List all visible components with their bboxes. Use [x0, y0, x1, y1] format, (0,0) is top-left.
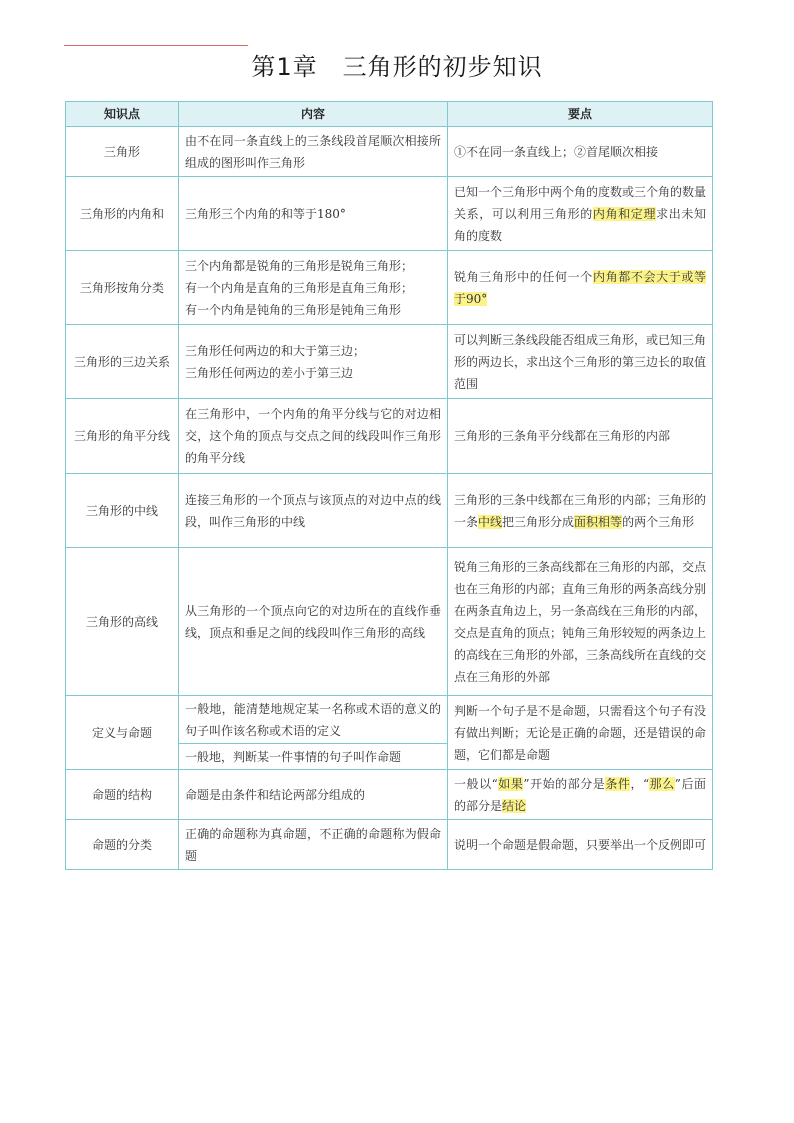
topic-cell: 命题的结构 [66, 770, 179, 820]
highlighted-text: 条件 [605, 776, 631, 791]
topic-cell: 三角形按角分类 [66, 251, 179, 325]
topic-cell: 三角形的角平分线 [66, 399, 179, 474]
topic-cell: 三角形的中线 [66, 474, 179, 548]
highlighted-text: 面积相等 [574, 514, 623, 529]
points-text: ”开始的部分是 [523, 776, 606, 791]
table-row [66, 251, 713, 325]
highlighted-text: 内角都不会大于或等于90° [454, 269, 706, 306]
points-cell: 可以判断三条线段能否组成三角形，或已知三角形的两边长，求出这个三角形的第三边长的取值范围 [448, 325, 713, 399]
points-text: ，“ [630, 776, 650, 791]
content-cell [179, 325, 448, 399]
points-text: ”后面的部分是 [454, 776, 706, 813]
table-row [66, 770, 713, 820]
table-row [66, 696, 713, 744]
points-text: 锐角三角形中的任何一个 [454, 269, 593, 284]
content-cell: 从三角形的一个顶点向它的对边所在的直线作垂线，顶点和垂足之间的线段叫作三角形的高线 [179, 548, 448, 696]
highlighted-text: 结论 [502, 798, 527, 813]
points-text: 三角形的三条中线都在三角形的内部；三角形的一条 [454, 492, 707, 529]
points-text: 求出未知角的度数 [454, 206, 706, 243]
points-cell: 说明一个命题是假命题，只要举出一个反例即可 [448, 820, 713, 870]
points-cell [448, 474, 713, 548]
topic-cell: 命题的分类 [66, 820, 179, 870]
points-text: 一般以“ [454, 776, 498, 791]
table-row [66, 820, 713, 870]
points-cell: 锐角三角形的三条高线都在三角形的内部，交点也在三角形的内部；直角三角形的两条高线分别在两条直角边上，另一条高线在三角形的内部，交点是直角的顶点；钝角三角形较短的两条边上的高线在三角形的外部，三条高线所在直线的交点在三角形的外部 [448, 548, 713, 696]
points-cell [448, 177, 713, 251]
points-cell: 三角形的三条角平分线都在三角形的内部 [448, 399, 713, 474]
topic-cell: 三角形的高线 [66, 548, 179, 696]
points-cell: 判断一个句子是不是命题，只需看这个句子有没有做出判断；无论是正确的命题，还是错误的命题，它们都是命题 [448, 696, 713, 770]
header-rule [64, 45, 248, 46]
table-row [66, 399, 713, 474]
topic-cell: 三角形的三边关系 [66, 325, 179, 399]
content-cell: 在三角形中，一个内角的角平分线与它的对边相交，这个角的顶点与交点之间的线段叫作三角形的角平分线 [179, 399, 448, 474]
content-cell: 命题是由条件和结论两部分组成的 [179, 770, 448, 820]
header-points: 要点 [448, 102, 713, 127]
topic-cell: 三角形 [66, 127, 179, 177]
highlighted-text: 内角和定理 [592, 206, 657, 221]
table-row [66, 474, 713, 548]
points-text: 把三角形分成 [502, 514, 575, 529]
header-topic: 知识点 [66, 102, 179, 127]
chapter-title: 第1章 三角形的初步知识 [251, 53, 543, 81]
table-header-row [66, 102, 713, 127]
points-cell: ①不在同一条直线上；②首尾顺次相接 [448, 127, 713, 177]
content-cell: 由不在同一条直线上的三条线段首尾顺次相接所组成的图形叫作三角形 [179, 127, 448, 177]
content-cell: 连接三角形的一个顶点与该顶点的对边中点的线段，叫作三角形的中线 [179, 474, 448, 548]
content-line: 三个内角都是锐角的三角形是锐角三角形； [185, 258, 414, 273]
content-line: 有一个内角是直角的三角形是直角三角形； [185, 280, 414, 295]
points-text: 已知一个三角形中两个角的度数或三个角的数量关系，可以利用三角形的 [454, 184, 707, 221]
table-row [66, 127, 713, 177]
points-cell [448, 770, 713, 820]
content-line: 三角形任何两边的差小于第三边 [185, 365, 354, 380]
content-cell [179, 251, 448, 325]
points-text: 的两个三角形 [622, 514, 695, 529]
header-content: 内容 [179, 102, 448, 127]
content-cell: 三角形三个内角的和等于180° [179, 177, 448, 251]
content-cell: 一般地，判断某一件事情的句子叫作命题 [179, 744, 448, 770]
content-cell: 正确的命题称为真命题，不正确的命题称为假命题 [179, 820, 448, 870]
table-row [66, 548, 713, 696]
table-row [66, 325, 713, 399]
highlighted-text: 如果 [497, 776, 524, 791]
points-cell [448, 251, 713, 325]
table-row [66, 177, 713, 251]
topic-cell: 定义与命题 [66, 696, 179, 770]
content-line: 三角形任何两边的和大于第三边； [185, 343, 366, 358]
content-line: 有一个内角是钝角的三角形是钝角三角形 [185, 302, 402, 317]
highlighted-text: 那么 [649, 776, 675, 791]
knowledge-table [65, 101, 713, 870]
topic-cell: 三角形的内角和 [66, 177, 179, 251]
highlighted-text: 中线 [478, 514, 503, 529]
content-cell: 一般地，能清楚地规定某一名称或术语的意义的句子叫作该名称或术语的定义 [179, 696, 448, 744]
